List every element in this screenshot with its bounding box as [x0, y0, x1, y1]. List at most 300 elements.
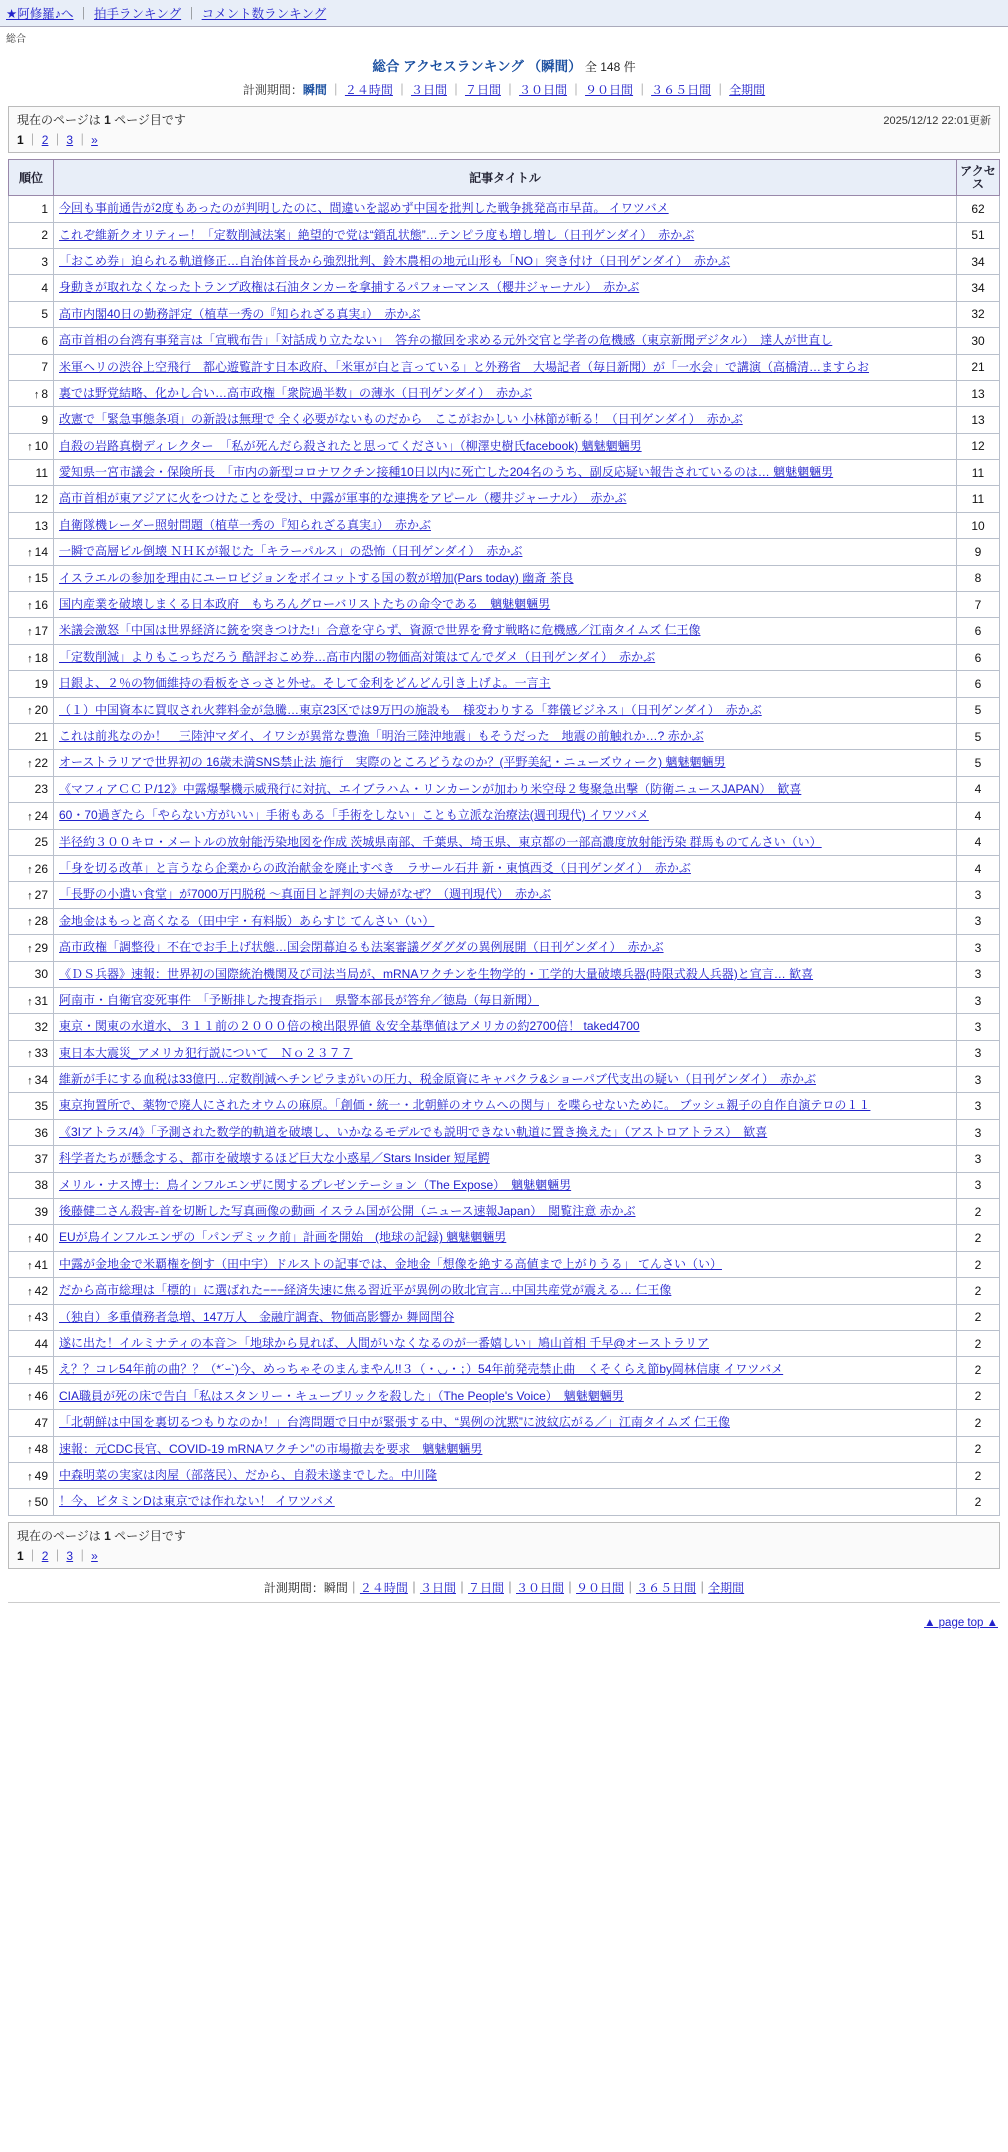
article-title-link[interactable]: 科学者たちが懸念する、都市を破壊するほど巨大な小惑星／Stars Insider 短尾鰐	[59, 1151, 490, 1166]
title-cell	[54, 1119, 957, 1145]
page-title-block	[0, 55, 1008, 75]
rank-number: 41	[34, 1257, 48, 1272]
table-header-row	[9, 160, 1000, 196]
table-row	[9, 1199, 1000, 1225]
access-count-cell: 4	[957, 829, 1000, 855]
article-title-link[interactable]: 阿南市・自衛官変死事件 「予断排した捜査指示」 県警本部長が答弁／徳島（毎日新聞）	[59, 992, 540, 1007]
access-count-cell: 6	[957, 618, 1000, 644]
rank-cell	[9, 248, 54, 274]
table-row	[9, 1357, 1000, 1383]
pagination-bar-top	[8, 106, 1000, 153]
current-page-post-top: ページ目です	[114, 113, 186, 127]
table-row	[9, 750, 1000, 776]
rank-number: 30	[34, 967, 48, 982]
rank-number: 35	[34, 1099, 48, 1114]
title-cell	[54, 354, 957, 380]
nav-link-clap-ranking[interactable]: 拍手ランキング	[93, 7, 182, 21]
article-title-link[interactable]: 改憲で「緊急事態条項」の新設は無理で 全く必要がないものだから ここがおかしい 小林節が斬る！（日刊ゲンダイ） 赤かぶ	[59, 412, 743, 427]
page-top-link-wrap	[0, 1617, 998, 1629]
table-row	[9, 301, 1000, 327]
article-title-link[interactable]: イスラエルの参加を理由にユーロビジョンをボイコットする国の数が増加(Pars today) 幽斎 茶良	[59, 570, 574, 585]
period-sep-b0: ｜	[347, 1580, 360, 1595]
article-title-link[interactable]: 「おこめ券」迫られる軌道修正…自治体首長から強烈批判、鈴木農相の地元山形も「NO」突き付け（日刊ゲンダイ） 赤かぶ	[59, 253, 731, 268]
article-title-link[interactable]: これは前兆なのか！ 三陸沖マダイ、イワシが異常な豊漁「明治三陸沖地震」もそうだった 地震の前触れか…? 赤かぶ	[59, 729, 704, 743]
page-link-1-bottom: 1	[17, 1548, 24, 1563]
access-count-cell: 2	[957, 1357, 1000, 1383]
table-row	[9, 1251, 1000, 1277]
rank-up-arrow-icon: ↑	[27, 1233, 33, 1246]
current-page-text-bottom	[17, 1527, 186, 1544]
article-title-link[interactable]: 金地金はもっと高くなる（田中宇・有料版）あらすじ てんさい（い）	[59, 913, 435, 928]
rank-cell	[9, 1093, 54, 1119]
rank-up-arrow-icon: ↑	[27, 1444, 33, 1457]
period-sep-b3: ｜	[504, 1580, 517, 1595]
article-title-link[interactable]: これぞ維新クオリティー！「定数削減法案」絶望的で党は“鎖乱状態”…テンピラ度も増し増し（日刊ゲンダイ） 赤かぶ	[59, 227, 695, 242]
title-cell	[54, 1093, 957, 1119]
current-page-number-bottom: 1	[104, 1528, 111, 1543]
rank-number: 48	[34, 1442, 48, 1457]
access-count-cell: 2	[957, 1489, 1000, 1515]
rank-number: 39	[34, 1204, 48, 1219]
table-row	[9, 1410, 1000, 1436]
period-label-top: 計測期間：	[242, 83, 303, 97]
period-sep-t0: ｜	[329, 83, 342, 97]
access-count-cell: 8	[957, 565, 1000, 591]
page-link-next-bottom[interactable]: »	[91, 1548, 98, 1563]
rank-cell	[9, 1489, 54, 1515]
rank-cell	[9, 354, 54, 380]
article-title-link[interactable]: 速報：元CDC長官、COVID-19 mRNAワクチン”の市場撤去を要求 魑魅魍魎男	[59, 1441, 483, 1456]
title-cell	[54, 1330, 957, 1356]
rank-cell	[9, 565, 54, 591]
period-24h-bottom[interactable]: ２４時間	[359, 1580, 408, 1595]
article-title-link[interactable]: 《ＤＳ兵器》速報：世界初の国際統治機関及び司法当局が、mRNAワクチンを生物学的・工学的大量破壊兵器(時限式殺人兵器)と宣言… 歓喜	[59, 966, 814, 981]
page-sep-b3: ｜	[76, 1548, 89, 1563]
access-count-cell: 12	[957, 433, 1000, 459]
article-title-link[interactable]: 身動きが取れなくなったトランプ政権は石油タンカーを拿捕するパフォーマンス（櫻井ジャーナル） 赤かぶ	[59, 280, 640, 295]
rank-number: 17	[34, 624, 48, 639]
rank-up-arrow-icon: ↑	[27, 626, 33, 639]
title-cell	[54, 1410, 957, 1436]
period-sep-t5: ｜	[636, 83, 649, 97]
rank-up-arrow-icon: ↑	[27, 810, 33, 823]
rank-cell	[9, 882, 54, 908]
title-cell	[54, 671, 957, 697]
rank-cell	[9, 829, 54, 855]
access-count-cell: 2	[957, 1225, 1000, 1251]
rank-number: 27	[34, 888, 48, 903]
rank-number: 19	[34, 676, 48, 691]
rank-up-arrow-icon: ↑	[27, 1312, 33, 1325]
current-page-post-bottom: ページ目です	[114, 1528, 186, 1543]
rank-cell	[9, 1330, 54, 1356]
access-count-cell: 32	[957, 301, 1000, 327]
page-link-3-bottom[interactable]: 3	[66, 1548, 74, 1563]
rank-cell	[9, 908, 54, 934]
page-sep-t1: ｜	[26, 133, 39, 147]
table-row	[9, 829, 1000, 855]
title-cell	[54, 1014, 957, 1040]
current-page-text-top	[17, 111, 186, 128]
article-title-link[interactable]: （独自）多重債務者急増、147万人 金融庁調査、物価高影響か 舞岡閏谷	[59, 1309, 455, 1324]
title-cell	[54, 1304, 957, 1330]
article-title-link[interactable]: え？？コレ54年前の曲？？（*´ｰ`)今、めっちゃそのまんまやん!!３（・◡・；）54年前発売禁止曲 くそくらえ節by岡林信康 イワツバメ	[59, 1362, 784, 1377]
title-cell	[54, 618, 957, 644]
period-sep-b4: ｜	[564, 1580, 577, 1595]
article-title-link[interactable]: 「北朝鮮は中国を裏切るつもりなのか！」台湾問題で日中が緊張する中、“異例の沈黙”に波紋広がる／」江南タイムズ 仁王像	[59, 1415, 730, 1430]
current-page-pre-bottom: 現在のページは	[17, 1528, 101, 1543]
rank-cell	[9, 1278, 54, 1304]
table-row	[9, 961, 1000, 987]
rank-number: 26	[34, 861, 48, 876]
table-row	[9, 1383, 1000, 1409]
page-links-bottom	[17, 1547, 186, 1564]
title-cell	[54, 803, 957, 829]
table-row	[9, 196, 1000, 222]
rank-up-arrow-icon: ↑	[27, 1048, 33, 1061]
nav-link-comment-ranking[interactable]: コメント数ランキング	[201, 7, 327, 21]
rank-up-arrow-icon: ↑	[27, 1391, 33, 1404]
article-title-link[interactable]: （１）中国資本に買収され火葬料金が急騰…東京23区では9万円の施設も 様変わりする「葬儀ビジネス」（日刊ゲンダイ） 赤かぶ	[59, 702, 762, 717]
article-title-link[interactable]: 東京・関東の水道水、３１１前の２０００倍の検出限界値 ＆安全基準値はアメリカの約2700倍！ taked4700	[59, 1019, 640, 1034]
article-title-link[interactable]: 半径約３００キロ・メートルの放射能汚染地図を作成 茨城県南部、千葉県、埼玉県、東京都の一部高濃度放射能汚染 群馬ものてんさい（い）	[59, 834, 822, 849]
table-row	[9, 882, 1000, 908]
rank-number: 34	[34, 1072, 48, 1087]
ranking-table	[8, 159, 1000, 1516]
rank-number: 3	[41, 254, 48, 269]
current-page-number-top: 1	[104, 113, 111, 127]
period-7d-bottom[interactable]: ７日間	[467, 1580, 504, 1595]
rank-number: 12	[34, 492, 48, 507]
rank-number: 2	[41, 228, 48, 243]
table-row	[9, 1040, 1000, 1066]
access-count-cell: 34	[957, 248, 1000, 274]
table-row	[9, 1067, 1000, 1093]
table-row	[9, 1278, 1000, 1304]
article-title-link[interactable]: 「身を切る改革」と言うなら企業からの政治献金を廃止すべき ラサール石井 新・東慎西爻（日刊ゲンダイ） 赤かぶ	[59, 860, 691, 875]
period-sep-t2: ｜	[449, 83, 462, 97]
rank-cell	[9, 724, 54, 750]
nav-separator-1: ｜	[77, 7, 90, 21]
rank-number: 45	[34, 1363, 48, 1378]
rank-number: 5	[41, 307, 48, 322]
title-cell	[54, 644, 957, 670]
article-title-link[interactable]: 高市首相が東アジアに火をつけたことを受け、中露が軍事的な連携をアピール（櫻井ジャーナル） 赤かぶ	[59, 491, 627, 506]
table-row	[9, 460, 1000, 486]
title-cell	[54, 328, 957, 354]
rank-up-arrow-icon: ↑	[27, 863, 33, 876]
rank-number: 33	[34, 1046, 48, 1061]
article-title-link[interactable]: EUが鳥インフルエンザの「パンデミック前」計画を開始 (地球の記録) 魑魅魍魎男	[59, 1230, 507, 1245]
rank-cell	[9, 1304, 54, 1330]
rank-up-arrow-icon: ↑	[27, 705, 33, 718]
article-title-link[interactable]: 米軍ヘリの渋谷上空飛行 都心遊覧許す日本政府、「米軍が白と言っている」と外務省 大場記者（毎日新聞）が「一水会」で講演（高橋清…ますらお	[59, 359, 870, 374]
access-count-cell: 4	[957, 803, 1000, 829]
rank-number: 44	[34, 1336, 48, 1351]
rank-up-arrow-icon: ↑	[27, 441, 33, 454]
title-cell	[54, 1278, 957, 1304]
article-title-link[interactable]: だから高市総理は「標的」に選ばれた−−−経済失速に焦る習近平が異例の敗北宣言…中国共産党が震える… 仁王像	[59, 1283, 672, 1298]
access-count-cell: 11	[957, 486, 1000, 512]
rank-cell	[9, 1251, 54, 1277]
access-count-cell: 7	[957, 592, 1000, 618]
article-title-link[interactable]: 今回も事前通告が2度もあったのが判明したのに、間違いを認めず中国を批判した戦争挑発高市早苗。 イワツバメ	[59, 201, 669, 216]
period-7d-top[interactable]: ７日間	[464, 83, 501, 97]
access-count-cell: 13	[957, 407, 1000, 433]
access-count-cell: 6	[957, 671, 1000, 697]
rank-number: 6	[41, 333, 48, 348]
page-sep-t3: ｜	[76, 133, 89, 147]
access-count-cell: 21	[957, 354, 1000, 380]
page-links-top	[17, 131, 186, 148]
page-link-1-top: 1	[17, 133, 24, 147]
rank-number: 37	[34, 1151, 48, 1166]
article-title-link[interactable]: ！今、ビタミンDは東京では作れない！ イワツバメ	[59, 1494, 335, 1509]
rank-cell	[9, 407, 54, 433]
column-header-title: 記事タイトル	[54, 160, 957, 196]
article-title-link[interactable]: 日銀よ、２％の物価維持の看板をさっさと外せ。そして金利をどんどん引き上げよ。一言主	[59, 676, 551, 691]
period-3d-top[interactable]: ３日間	[410, 83, 447, 97]
access-count-cell: 2	[957, 1330, 1000, 1356]
access-count-cell: 5	[957, 724, 1000, 750]
article-title-link[interactable]: CIA職員が死の床で告白「私はスタンリー・キューブリックを殺した」（The People's Voice） 魑魅魍魎男	[59, 1388, 624, 1403]
period-30d-bottom[interactable]: ３０日間	[516, 1580, 565, 1595]
period-sep-b5: ｜	[624, 1580, 637, 1595]
table-row	[9, 1330, 1000, 1356]
access-count-cell: 3	[957, 1040, 1000, 1066]
period-label-bottom: 計測期間：	[263, 1580, 324, 1595]
title-cell	[54, 961, 957, 987]
period-sep-t1: ｜	[395, 83, 408, 97]
article-title-link[interactable]: メリル・ナス博士：鳥インフルエンザに関するプレゼンテーション（The Expose） 魑魅魍魎男	[59, 1177, 572, 1192]
pagination-left-top	[17, 111, 186, 148]
page-link-2-bottom[interactable]: 2	[41, 1548, 49, 1563]
access-count-cell: 13	[957, 380, 1000, 406]
article-title-link[interactable]: 《3Iアトラス/4》「予測された数学的軌道を破壊し、いかなるモデルでも説明できない軌道に置き換えた」（アストロアトラス） 歓喜	[59, 1124, 768, 1139]
table-row	[9, 618, 1000, 644]
rank-number: 42	[34, 1283, 48, 1298]
rank-cell	[9, 987, 54, 1013]
title-cell	[54, 987, 957, 1013]
table-row	[9, 1436, 1000, 1462]
title-cell	[54, 724, 957, 750]
rank-number: 1	[41, 201, 48, 216]
rank-cell	[9, 1067, 54, 1093]
rank-cell	[9, 1410, 54, 1436]
rank-cell	[9, 275, 54, 301]
access-count-cell: 3	[957, 1014, 1000, 1040]
page-top-link[interactable]: ▲ page top ▲	[924, 1616, 998, 1629]
title-cell	[54, 829, 957, 855]
article-title-link[interactable]: 米議会激怒「中国は世界経済に銃を突きつけた!」合意を守らず、資源で世界を脅す戦略に危機感／江南タイムズ 仁王像	[59, 623, 701, 638]
rank-number: 24	[34, 808, 48, 823]
period-3d-bottom[interactable]: ３日間	[419, 1580, 456, 1595]
access-count-cell: 10	[957, 512, 1000, 538]
access-count-cell: 3	[957, 935, 1000, 961]
title-cell	[54, 512, 957, 538]
page-link-2-top[interactable]: 2	[41, 133, 49, 147]
article-title-link[interactable]: 東日本大震災_アメリカ犯行説について Ｎｏ２３７７	[59, 1045, 353, 1060]
article-title-link[interactable]: 自殺の岩路真樹ディレクター 「私が死んだら殺されたと思ってください」（柳澤史樹氏facebook) 魑魅魍魎男	[59, 438, 642, 453]
access-count-cell: 6	[957, 644, 1000, 670]
article-title-link[interactable]: 後藤健二さん殺害-首を切断した写真画像の動画 イスラム国が公開（ニュース速報Japan） 閲覧注意 赤かぶ	[59, 1204, 636, 1219]
article-title-link[interactable]: 中露が金地金で米覇権を倒す（田中宇）ドルストの記事では、金地金「想像を絶する高値まで上がりうる」 てんさい（い）	[59, 1256, 722, 1271]
period-selector-bottom	[0, 1579, 1008, 1596]
access-count-cell: 3	[957, 1119, 1000, 1145]
article-title-link[interactable]: 東京拘置所で、薬物で廃人にされたオウムの麻原。「創価・統一・北朝鮮のオウムへの関与」を喋らせないために。 ブッシュ親子の自作自演テロの１１	[59, 1098, 871, 1113]
title-cell	[54, 1067, 957, 1093]
rank-up-arrow-icon: ↑	[27, 890, 33, 903]
access-count-cell: 4	[957, 855, 1000, 881]
period-sep-b1: ｜	[407, 1580, 420, 1595]
article-title-link[interactable]: 一瞬で高層ビル倒壊 ＮＨＫが報じた「キラーパルス」の恐怖（日刊ゲンダイ） 赤かぶ	[59, 544, 523, 559]
rank-up-arrow-icon: ↑	[27, 546, 33, 559]
title-cell	[54, 1146, 957, 1172]
table-row	[9, 539, 1000, 565]
table-row	[9, 275, 1000, 301]
total-count: 全 148 件	[584, 60, 636, 74]
rank-number: 47	[34, 1415, 48, 1430]
title-cell	[54, 1172, 957, 1198]
period-30d-top[interactable]: ３０日間	[519, 83, 568, 97]
rank-number: 7	[41, 360, 48, 375]
article-title-link[interactable]: 国内産業を破壊しまくる日本政府 もちろんグローバリストたちの命令である 魑魅魍魎男	[59, 597, 551, 612]
period-365d-top[interactable]: ３６５日間	[651, 83, 712, 97]
title-cell	[54, 248, 957, 274]
table-row	[9, 565, 1000, 591]
table-row	[9, 724, 1000, 750]
rank-cell	[9, 855, 54, 881]
rank-number: 22	[34, 756, 48, 771]
rank-up-arrow-icon: ↑	[27, 1259, 33, 1272]
rank-number: 16	[34, 597, 48, 612]
table-row	[9, 433, 1000, 459]
title-cell	[54, 1462, 957, 1488]
title-cell	[54, 1225, 957, 1251]
table-row	[9, 1119, 1000, 1145]
rank-number: 18	[34, 650, 48, 665]
article-title-link[interactable]: 維新が手にする血税は33億円…定数削減へチンピラまがいの圧力、税金原資にキャバクラ&ショーパブ代支出の疑い（日刊ゲンダイ） 赤かぶ	[59, 1072, 816, 1087]
title-cell	[54, 855, 957, 881]
period-all-bottom[interactable]: 全期間	[708, 1580, 745, 1595]
article-title-link[interactable]: 愛知県一宮市議会・保険所長 「市内の新型コロナワクチン接種10日以内に死亡した204名のうち、副反応疑い報告されているのは… 魑魅魍魎男	[59, 465, 834, 480]
period-sep-b2: ｜	[455, 1580, 468, 1595]
period-24h-top[interactable]: ２４時間	[344, 83, 393, 97]
article-title-link[interactable]: 60・70過ぎたら「やらない方がいい」手術もある「手術をしない」ことも立派な治療法(週刊現代) イワツバメ	[59, 808, 649, 823]
page-sep-b2: ｜	[51, 1548, 64, 1563]
period-selector-top	[0, 81, 1008, 98]
table-row	[9, 1146, 1000, 1172]
article-title-link[interactable]: 《マフィアＣＣＰ/12》中露爆撃機示威飛行に対抗、エイブラハム・リンカーンが加わり米空母２隻聚急出撃（防衛ニュースJAPAN） 歓喜	[59, 781, 802, 796]
rank-cell	[9, 671, 54, 697]
access-count-cell: 4	[957, 776, 1000, 802]
access-count-cell: 2	[957, 1462, 1000, 1488]
rank-up-arrow-icon: ↑	[27, 942, 33, 955]
article-title-link[interactable]: 「長野の小遣い食堂」が7000万円脱税 〜真面目と評判の夫婦がなぜ？（週刊現代） 赤かぶ	[59, 887, 552, 902]
access-count-cell: 9	[957, 539, 1000, 565]
last-updated-timestamp: 2025/12/12 22:01更新	[883, 115, 991, 127]
title-cell	[54, 908, 957, 934]
table-row	[9, 1225, 1000, 1251]
rank-number: 36	[34, 1125, 48, 1140]
rank-up-arrow-icon: ↑	[27, 916, 33, 929]
article-title-link[interactable]: 遂に出た！イルミナティの本音＞「地球から見れば、人間がいなくなるのが一番嬉しい」鳩山首相 千早@オーストラリア	[59, 1335, 709, 1350]
title-cell	[54, 776, 957, 802]
rank-number: 11	[35, 465, 48, 480]
period-90d-top[interactable]: ９０日間	[585, 83, 634, 97]
page-link-next-top[interactable]: »	[91, 133, 98, 147]
access-count-cell: 2	[957, 1199, 1000, 1225]
rank-cell	[9, 1119, 54, 1145]
article-title-link[interactable]: 高市内閣40日の勤務評定（植草一秀の『知られざる真実』） 赤かぶ	[59, 306, 421, 321]
rank-number: 28	[34, 914, 48, 929]
rank-number: 29	[34, 940, 48, 955]
title-cell	[54, 697, 957, 723]
title-cell	[54, 539, 957, 565]
access-count-cell: 3	[957, 1067, 1000, 1093]
table-row	[9, 407, 1000, 433]
rank-number: 50	[34, 1495, 48, 1510]
rank-up-arrow-icon: ↑	[27, 1285, 33, 1298]
rank-cell	[9, 512, 54, 538]
nav-link-asyura[interactable]: ★阿修羅♪へ	[6, 7, 74, 21]
rank-number: 9	[41, 413, 48, 427]
rank-cell	[9, 539, 54, 565]
rank-up-arrow-icon: ↑	[33, 388, 40, 401]
rank-number: 46	[34, 1389, 48, 1404]
access-count-cell: 5	[957, 697, 1000, 723]
table-row	[9, 1172, 1000, 1198]
title-cell	[54, 301, 957, 327]
rank-up-arrow-icon: ↑	[27, 599, 33, 612]
access-count-cell: 51	[957, 222, 1000, 248]
rank-cell	[9, 1225, 54, 1251]
period-current-top: 瞬間	[302, 83, 327, 97]
rank-cell	[9, 1357, 54, 1383]
title-cell	[54, 1489, 957, 1515]
rank-up-arrow-icon: ↑	[27, 1470, 33, 1483]
rank-number: 13	[34, 518, 48, 533]
article-title-link[interactable]: 「定数削減」よりもこっちだろう 酷評おこめ券…高市内閣の物価高対策はてんでダメ（日刊ゲンダイ） 赤かぶ	[59, 649, 656, 664]
article-title-link[interactable]: 中森明菜の実家は肉屋（部落民）、だから、自殺未遂までした。中川隆	[59, 1467, 438, 1482]
access-count-cell: 3	[957, 1093, 1000, 1119]
access-count-cell: 3	[957, 908, 1000, 934]
rank-cell	[9, 328, 54, 354]
rank-up-arrow-icon: ↑	[27, 1074, 33, 1087]
column-header-access: アクセス	[957, 160, 1000, 196]
title-cell	[54, 407, 957, 433]
article-title-link[interactable]: 自衛隊機レーダー照射問題（植草一秀の『知られざる真実』） 赤かぶ	[59, 517, 432, 532]
article-title-link[interactable]: 高市政権「調整役」不在でお手上げ状態…国会閉幕迫るも法案審議グダグダの異例展開（日刊ゲンダイ） 赤かぶ	[59, 940, 664, 955]
table-row	[9, 987, 1000, 1013]
period-all-top[interactable]: 全期間	[729, 83, 766, 97]
title-cell	[54, 1383, 957, 1409]
title-cell	[54, 275, 957, 301]
article-title-link[interactable]: 裏では野党結略、化かし合い…高市政権「衆院過半数」の薄氷（日刊ゲンダイ） 赤かぶ	[59, 385, 533, 400]
rank-cell	[9, 1462, 54, 1488]
access-count-cell: 3	[957, 1146, 1000, 1172]
period-365d-bottom[interactable]: ３６５日間	[636, 1580, 697, 1595]
table-row	[9, 592, 1000, 618]
rank-cell	[9, 697, 54, 723]
access-count-cell: 2	[957, 1304, 1000, 1330]
access-count-cell: 30	[957, 328, 1000, 354]
period-90d-bottom[interactable]: ９０日間	[576, 1580, 625, 1595]
page-link-3-top[interactable]: 3	[66, 133, 74, 147]
pagination-left-bottom	[17, 1527, 186, 1564]
article-title-link[interactable]: オーストラリアで世界初の 16歳未満SNS禁止法 施行 実際のところどうなのか？(平野美紀・ニューズウィーク) 魑魅魍魎男	[59, 755, 726, 770]
article-title-link[interactable]: 高市首相の台湾有事発言は「宣戦布告」「対話成り立たない」 答弁の撤回を求める元外交官と学者の危機感（東京新聞デジタル） 達人が世直し	[59, 333, 833, 348]
